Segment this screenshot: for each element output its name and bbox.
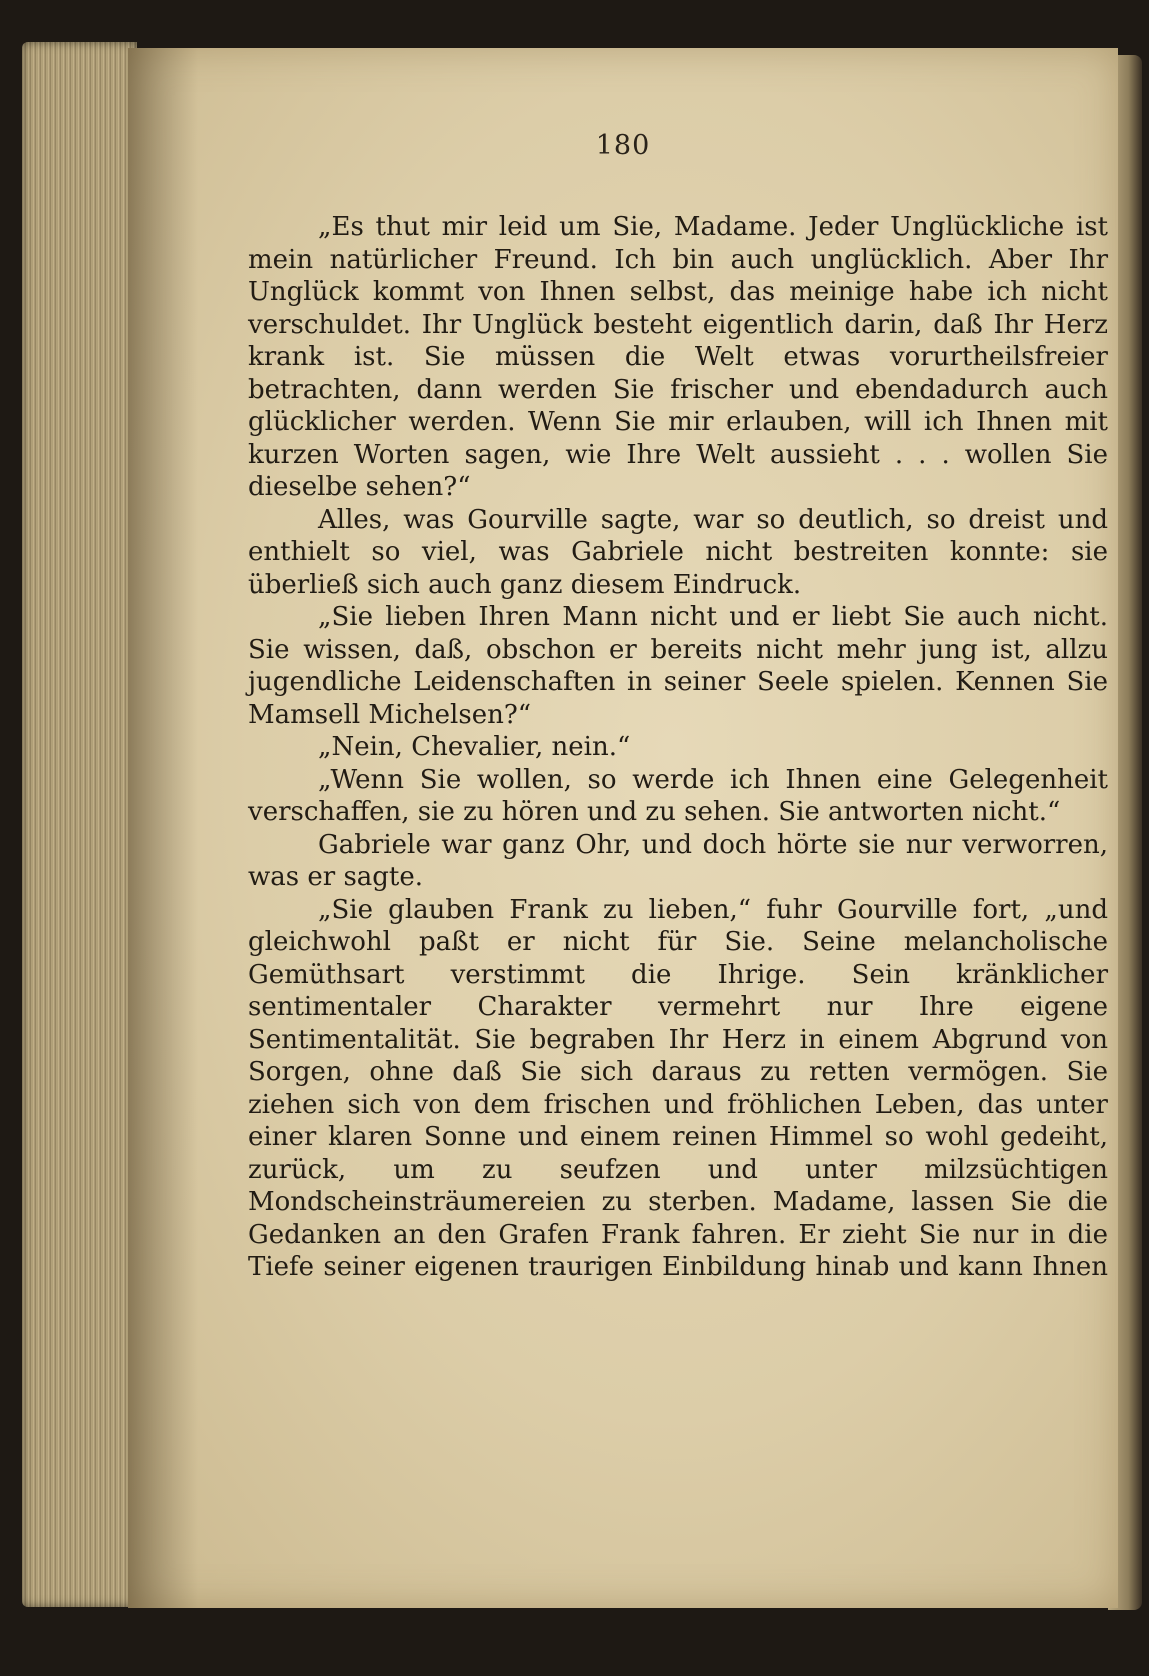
paragraph: Alles, was Gourville sagte, war so deutlich, so dreist und enthielt so viel, was Gabriele nicht bestreiten konnte: sie überließ sich auch ganz diesem Eindruck. [248, 504, 1108, 600]
paragraph: „Wenn Sie wollen, so werde ich Ihnen eine Gelegenheit verschaffen, sie zu hören und zu sehen. Sie antworten nicht.“ [248, 764, 1108, 827]
paragraph: „Es thut mir leid um Sie, Madame. Jeder Unglückliche ist mein natürlicher Freund. Ich bin auch unglücklich. Aber Ihr Unglück kommt von Ihnen selbst, das meinige habe ich nicht verschuldet. Ihr Unglück besteht eigentlich darin, daß Ihr Herz krank ist. Sie müssen die Welt etwas vorurtheilsfreier betrachten, dann werden Sie frischer und ebendadurch auch glücklicher werden. Wenn Sie mir erlauben, will ich Ihnen mit kurzen Worten sagen, wie Ihre Welt aussieht . . . wollen Sie dieselbe sehen?“ [248, 212, 1108, 502]
paragraph: „Nein, Chevalier, nein.“ [318, 732, 631, 762]
paragraph: „Sie lieben Ihren Mann nicht und er liebt Sie auch nicht. Sie wissen, daß, obschon er bereits nicht mehr jung ist, allzu jugendliche Leidenschaften in seiner Seele spielen. Kennen Sie Mamsell Michelsen?“ [248, 602, 1108, 730]
book-page [128, 48, 1118, 1608]
paragraph: „Sie glauben Frank zu lieben,“ fuhr Gourville fort, „und gleichwohl paßt er nicht für Sie. Seine melancholische Gemüthsart verstimmt die Ihrige. Sein kränklicher sentimentaler Charakter vermehrt nur Ihre eigene Sentimentalität. Sie begraben Ihr Herz in einem Abgrund von Sorgen, ohne daß Sie sich daraus zu retten vermögen. Sie ziehen sich von dem frischen und fröhlichen Leben, das unter einer klaren Sonne und einem reinen Himmel so wohl gedeiht, zurück, um zu seufzen und unter milzsüchtigen Mondscheinsträumereien zu sterben. Madame, lassen Sie die Gedanken an den Grafen Frank fahren. Er zieht Sie nur in die Tiefe seiner eigenen traurigen Einbildung hinab und kann Ihnen [248, 894, 1108, 1282]
page-number: 180 [595, 130, 651, 161]
page-gutter-shadow [128, 48, 198, 1608]
paragraph: Gabriele war ganz Ohr, und doch hörte sie nur verworren, was er sagte. [248, 829, 1108, 892]
left-page-stack [22, 42, 137, 1607]
body-text [248, 211, 1108, 1284]
